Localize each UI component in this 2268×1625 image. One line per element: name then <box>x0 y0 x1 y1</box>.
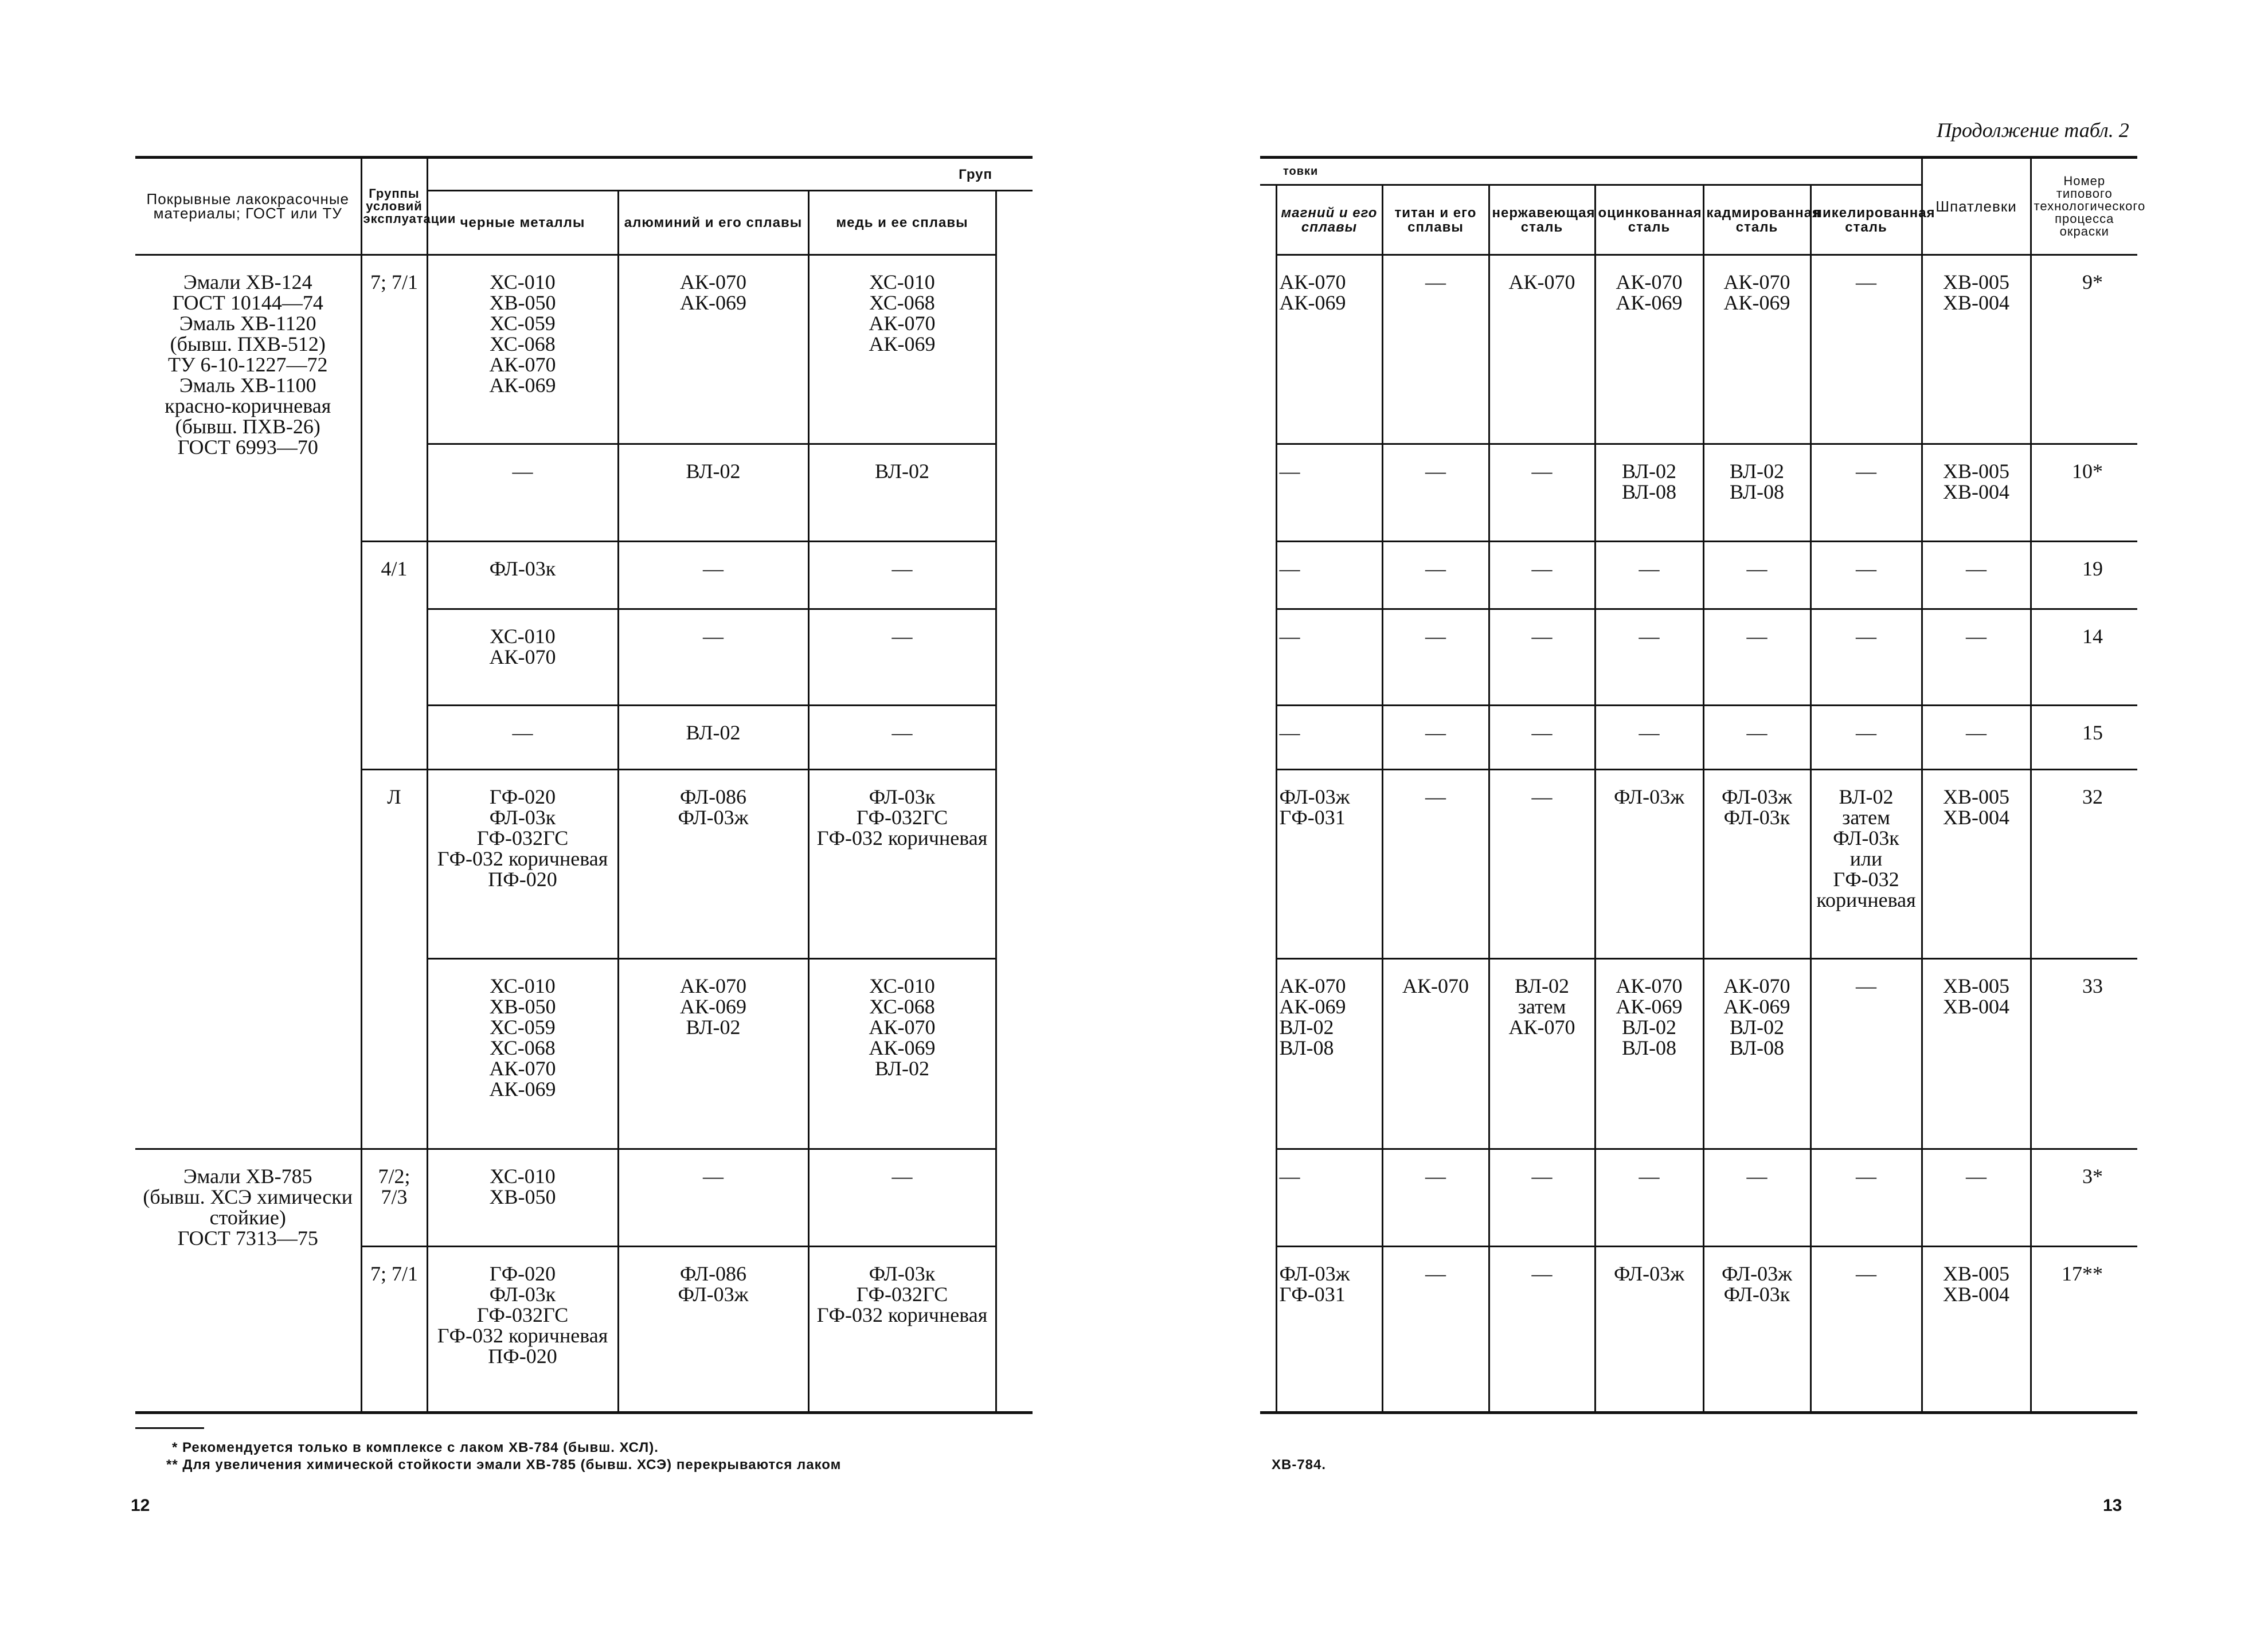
nickel-cell: ВЛ-02 затем ФЛ-03к или ГФ-032 коричневая <box>1811 770 1922 959</box>
cadmium-cell: ВЛ-02 ВЛ-08 <box>1703 444 1811 542</box>
cadmium-cell: АК-070 АК-069 <box>1703 255 1811 444</box>
magnesium-cell: — <box>1276 542 1382 609</box>
putty-cell: ХВ-005 ХВ-004 <box>1922 1247 2031 1413</box>
process-no-cell: 17** <box>2031 1247 2137 1413</box>
header-galvanized: оцинкованная сталь <box>1595 185 1703 255</box>
table-row <box>1260 1247 2137 1413</box>
ferrous-cell: — <box>427 444 618 542</box>
right-table <box>1260 156 2146 1414</box>
group-cell: 7; 7/1 <box>361 1247 427 1413</box>
aluminum-cell: ФЛ-086 ФЛ-03ж <box>618 1247 808 1413</box>
magnesium-cell: — <box>1276 444 1382 542</box>
titanium-cell: — <box>1382 706 1489 770</box>
ferrous-cell: ХС-010 ХВ-050 ХС-059 ХС-068 АК-070 АК-069 <box>427 255 618 444</box>
titanium-cell: — <box>1382 542 1489 609</box>
magnesium-cell: — <box>1276 1149 1382 1247</box>
stainless-cell: АК-070 <box>1489 255 1595 444</box>
header-titanium: титан и его сплавы <box>1382 185 1489 255</box>
process-no-cell: 9* <box>2031 255 2137 444</box>
aluminum-cell: АК-070 АК-069 ВЛ-02 <box>618 959 808 1149</box>
magnesium-cell: АК-070 АК-069 ВЛ-02 ВЛ-08 <box>1276 959 1382 1149</box>
ferrous-cell: ГФ-020 ФЛ-03к ГФ-032ГС ГФ-032 коричневая ПФ-020 <box>427 770 618 959</box>
putty-cell: ХВ-005 ХВ-004 <box>1922 959 2031 1149</box>
header-group-title: Груп <box>427 158 1033 191</box>
copper-cell: ФЛ-03к ГФ-032ГС ГФ-032 коричневая <box>808 770 996 959</box>
table-row <box>1260 770 2137 959</box>
ferrous-cell: ФЛ-03к <box>427 542 618 609</box>
header-copper: медь и ее сплавы <box>808 191 996 255</box>
putty-cell: — <box>1922 609 2031 706</box>
header-coatings: Покрывные лакокрасочные материалы; ГОСТ или ТУ <box>135 158 361 255</box>
header-stainless: нержавеющая сталь <box>1489 185 1595 255</box>
header-ferrous: черные металлы <box>427 191 618 255</box>
copper-cell: ФЛ-03к ГФ-032ГС ГФ-032 коричневая <box>808 1247 996 1413</box>
aluminum-cell: — <box>618 609 808 706</box>
ferrous-cell: ХС-010 ХВ-050 <box>427 1149 618 1247</box>
process-no-cell: 3* <box>2031 1149 2137 1247</box>
stainless-cell: — <box>1489 1149 1595 1247</box>
table-row <box>1260 542 2137 609</box>
nickel-cell: — <box>1811 609 1922 706</box>
ferrous-cell: ХС-010 ХВ-050 ХС-059 ХС-068 АК-070 АК-069 <box>427 959 618 1149</box>
table-row <box>1260 706 2137 770</box>
header-group-title: товки <box>1260 158 1922 185</box>
cadmium-cell: АК-070 АК-069 ВЛ-02 ВЛ-08 <box>1703 959 1811 1149</box>
footnote-continuation: ХВ-784. <box>1272 1457 1327 1473</box>
titanium-cell: — <box>1382 770 1489 959</box>
group-cell: 7; 7/1 <box>361 255 427 542</box>
footnote-2: ** Для увеличения химической стойкости эмали ХВ-785 (бывш. ХСЭ) перекрываются лаком <box>166 1457 842 1473</box>
table-row <box>1260 609 2137 706</box>
magnesium-cell: АК-070 АК-069 <box>1276 255 1382 444</box>
process-no-cell: 10* <box>2031 444 2137 542</box>
header-nickel: никелированная сталь <box>1811 185 1922 255</box>
stainless-cell: — <box>1489 770 1595 959</box>
cadmium-cell: — <box>1703 706 1811 770</box>
right-table-body <box>1260 255 2137 1413</box>
copper-cell: ВЛ-02 <box>808 444 996 542</box>
header-magnesium: магний и его сплавы <box>1276 185 1382 255</box>
header-cadmium: кадмированная сталь <box>1703 185 1811 255</box>
footnote-1: * Рекомендуется только в комплексе с лаком ХВ-784 (бывш. ХСЛ). <box>172 1440 659 1455</box>
copper-cell: — <box>808 542 996 609</box>
titanium-cell: — <box>1382 1247 1489 1413</box>
aluminum-cell: ВЛ-02 <box>618 706 808 770</box>
nickel-cell: — <box>1811 1149 1922 1247</box>
magnesium-cell: ФЛ-03ж ГФ-031 <box>1276 1247 1382 1413</box>
cadmium-cell: ФЛ-03ж ФЛ-03к <box>1703 1247 1811 1413</box>
right-page <box>1134 0 2268 1625</box>
putty-cell: ХВ-005 ХВ-004 <box>1922 770 2031 959</box>
galvanized-cell: ФЛ-03ж <box>1595 770 1703 959</box>
header-putty: Шпатлевки <box>1922 158 2031 255</box>
galvanized-cell: АК-070 АК-069 ВЛ-02 ВЛ-08 <box>1595 959 1703 1149</box>
galvanized-cell: — <box>1595 542 1703 609</box>
stainless-cell: — <box>1489 444 1595 542</box>
process-no-cell: 15 <box>2031 706 2137 770</box>
nickel-cell: — <box>1811 542 1922 609</box>
group-cell: Л <box>361 770 427 1149</box>
cadmium-cell: ФЛ-03ж ФЛ-03к <box>1703 770 1811 959</box>
copper-cell: ХС-010 ХС-068 АК-070 АК-069 ВЛ-02 <box>808 959 996 1149</box>
titanium-cell: — <box>1382 255 1489 444</box>
aluminum-cell: ВЛ-02 <box>618 444 808 542</box>
process-no-cell: 32 <box>2031 770 2137 959</box>
header-aluminum: алюминий и его сплавы <box>618 191 808 255</box>
galvanized-cell: ВЛ-02 ВЛ-08 <box>1595 444 1703 542</box>
titanium-cell: — <box>1382 444 1489 542</box>
aluminum-cell: ФЛ-086 ФЛ-03ж <box>618 770 808 959</box>
table-row <box>1260 959 2137 1149</box>
putty-cell: — <box>1922 706 2031 770</box>
ferrous-cell: — <box>427 706 618 770</box>
group-cell: 4/1 <box>361 542 427 770</box>
table-row <box>1260 1149 2137 1247</box>
magnesium-cell: — <box>1276 609 1382 706</box>
ferrous-cell: ХС-010 АК-070 <box>427 609 618 706</box>
stainless-cell: — <box>1489 609 1595 706</box>
putty-cell: — <box>1922 542 2031 609</box>
galvanized-cell: АК-070 АК-069 <box>1595 255 1703 444</box>
magnesium-cell: ФЛ-03ж ГФ-031 <box>1276 770 1382 959</box>
table-row <box>1260 444 2137 542</box>
copper-cell: ХС-010 ХС-068 АК-070 АК-069 <box>808 255 996 444</box>
cadmium-cell: — <box>1703 542 1811 609</box>
nickel-cell: — <box>1811 1247 1922 1413</box>
ferrous-cell: ГФ-020 ФЛ-03к ГФ-032ГС ГФ-032 коричневая ПФ-020 <box>427 1247 618 1413</box>
nickel-cell: — <box>1811 706 1922 770</box>
copper-cell: — <box>808 1149 996 1247</box>
stainless-cell: ВЛ-02 затем АК-070 <box>1489 959 1595 1149</box>
header-process-no: Номер типового технологического процесса окраски <box>2031 158 2137 255</box>
page-number: 12 <box>131 1496 150 1515</box>
aluminum-cell: — <box>618 1149 808 1247</box>
putty-cell: ХВ-005 ХВ-004 <box>1922 444 2031 542</box>
putty-cell: ХВ-005 ХВ-004 <box>1922 255 2031 444</box>
header-groups: Группы условий эксплуатации <box>361 158 427 255</box>
galvanized-cell: — <box>1595 1149 1703 1247</box>
copper-cell: — <box>808 609 996 706</box>
process-no-cell: 19 <box>2031 542 2137 609</box>
aluminum-cell: АК-070 АК-069 <box>618 255 808 444</box>
nickel-cell: — <box>1811 255 1922 444</box>
nickel-cell: — <box>1811 444 1922 542</box>
stainless-cell: — <box>1489 706 1595 770</box>
coating-cell: Эмали ХВ-785 (бывш. ХСЭ химически стойкие) ГОСТ 7313—75 <box>135 1149 361 1413</box>
copper-cell: — <box>808 706 996 770</box>
cadmium-cell: — <box>1703 1149 1811 1247</box>
page-number: 13 <box>2103 1496 2122 1515</box>
nickel-cell: — <box>1811 959 1922 1149</box>
magnesium-cell: — <box>1276 706 1382 770</box>
aluminum-cell: — <box>618 542 808 609</box>
coating-cell: Эмали ХВ-124 ГОСТ 10144—74 Эмаль ХВ-1120 (бывш. ПХВ-512) ТУ 6-10-1227—72 Эмаль ХВ-1100 красно-коричневая (бывш. ПХВ-26) ГОСТ 6993—70 <box>135 255 361 1149</box>
titanium-cell: — <box>1382 1149 1489 1247</box>
table-row <box>1260 255 2137 444</box>
left-table <box>135 156 1033 1414</box>
galvanized-cell: — <box>1595 609 1703 706</box>
running-title: Продолжение табл. 2 <box>1937 119 2129 142</box>
galvanized-cell: — <box>1595 706 1703 770</box>
titanium-cell: АК-070 <box>1382 959 1489 1149</box>
stainless-cell: — <box>1489 542 1595 609</box>
footnote-rule <box>135 1427 204 1429</box>
stainless-cell: — <box>1489 1247 1595 1413</box>
group-cell: 7/2; 7/3 <box>361 1149 427 1247</box>
process-no-cell: 33 <box>2031 959 2137 1149</box>
titanium-cell: — <box>1382 609 1489 706</box>
cadmium-cell: — <box>1703 609 1811 706</box>
galvanized-cell: ФЛ-03ж <box>1595 1247 1703 1413</box>
process-no-cell: 14 <box>2031 609 2137 706</box>
putty-cell: — <box>1922 1149 2031 1247</box>
